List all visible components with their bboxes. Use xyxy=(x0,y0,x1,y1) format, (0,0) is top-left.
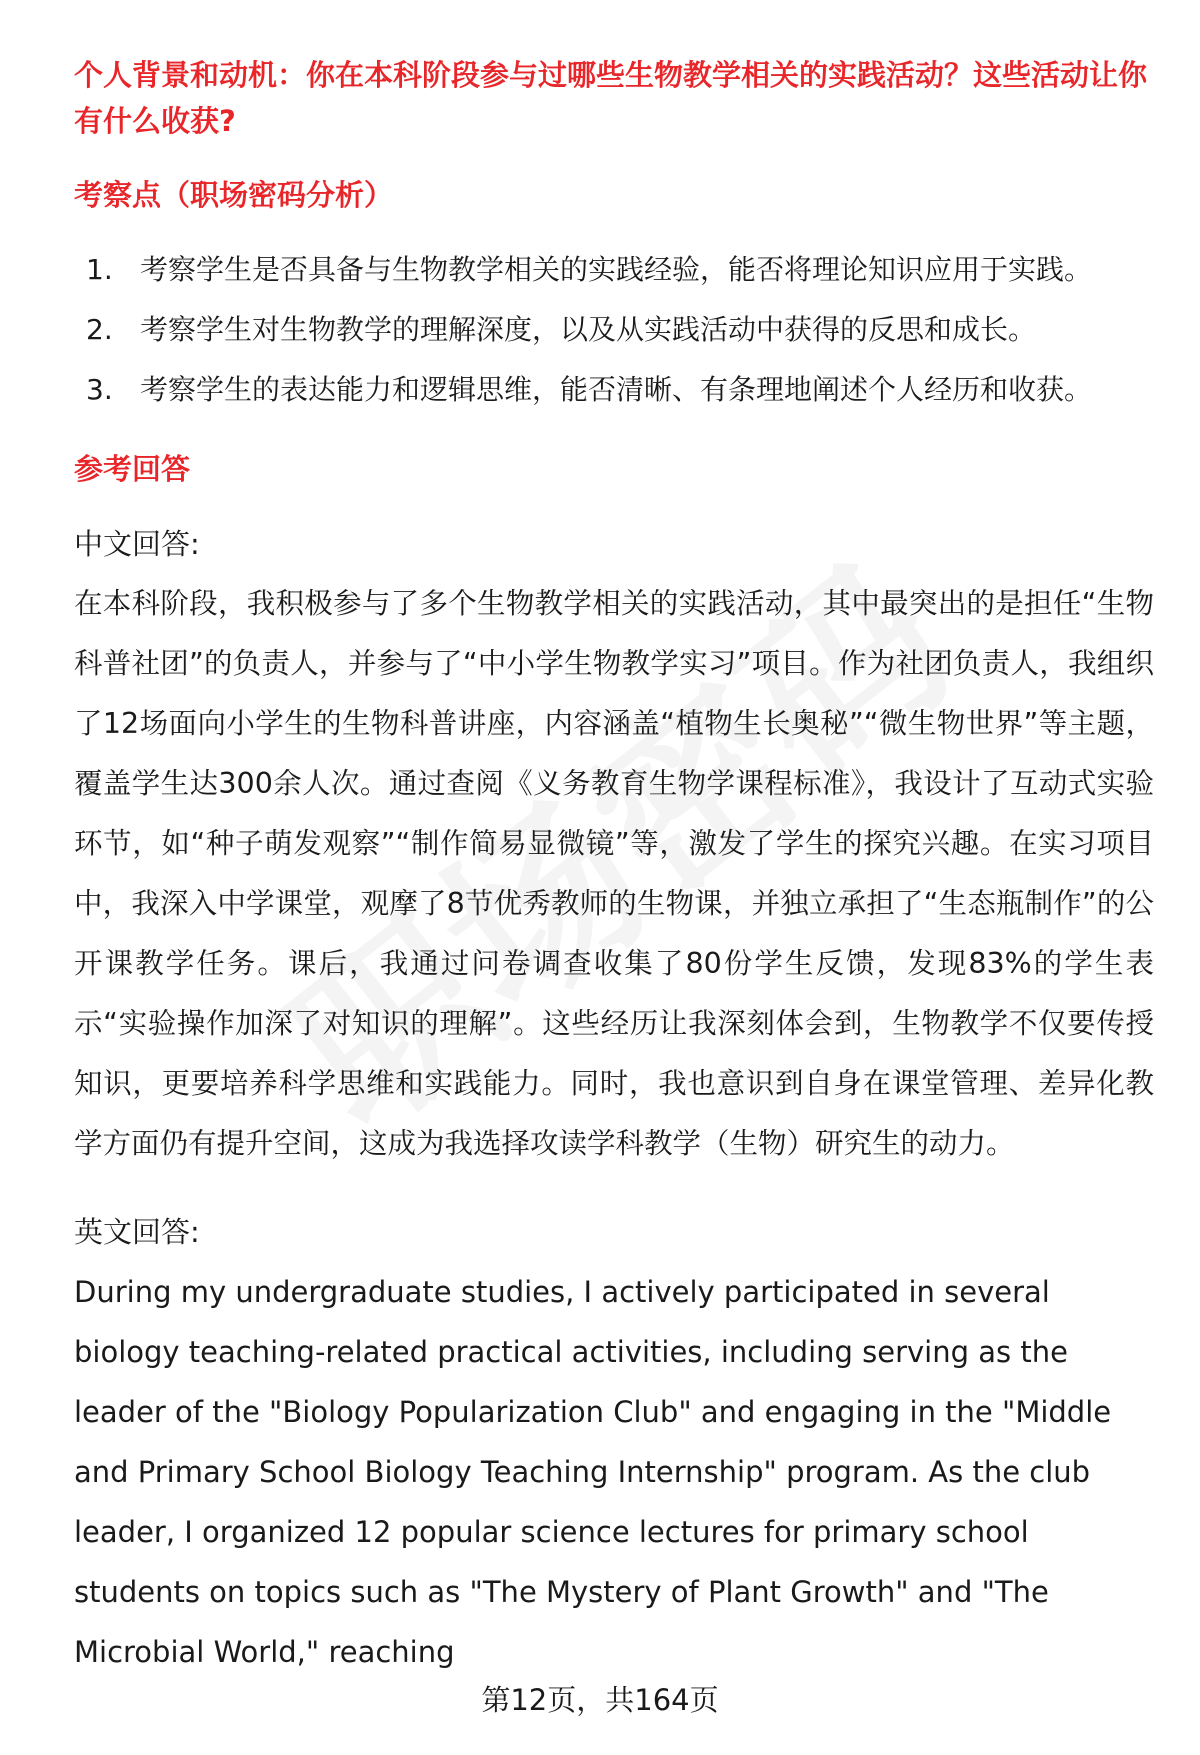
english-answer-label: 英文回答: xyxy=(74,1215,200,1249)
list-item-number: 2. xyxy=(86,313,113,346)
list-item-number: 3. xyxy=(86,373,113,406)
list-item xyxy=(74,240,1154,300)
page-number: 第12页，共164页 xyxy=(481,1683,719,1717)
list-item-number: 1. xyxy=(86,253,113,286)
document-page xyxy=(74,52,1154,1682)
list-item-text: 考察学生的表达能力和逻辑思维，能否清晰、有条理地阐述个人经历和收获。 xyxy=(140,373,1093,406)
list-item-text: 考察学生是否具备与生物教学相关的实践经验，能否将理论知识应用于实践。 xyxy=(140,253,1093,286)
chinese-answer-text: 在本科阶段，我积极参与了多个生物教学相关的实践活动，其中最突出的是担任“生物科普社团”的负责人，并参与了“中小学生物教学实习”项目。作为社团负责人，我组织了12场面向小学生的生物科普讲座，内容涵盖“植物生长奥秘”“微生物世界”等主题，覆盖学生达300余人次。通过查阅《义务教育生物学课程标准》，我设计了互动式实验环节，如“种子萌发观察”“制作简易显微镜”等，激发了学生的探究兴趣。在实习项目中，我深入中学课堂，观摩了8节优秀教师的生物课，并独立承担了“生态瓶制作”的公开课教学任务。课后，我通过问卷调查收集了80份学生反馈，发现83%的学生表示“实验操作加深了对知识的理解”。这些经历让我深刻体会到，生物教学不仅要传授知识，更要培养科学思维和实践能力。同时，我也意识到自身在课堂管理、差异化教学方面仍有提升空间，这成为我选择攻读学科教学（生物）研究生的动力。 xyxy=(74,587,1154,1160)
question-title: 个人背景和动机：你在本科阶段参与过哪些生物教学相关的实践活动？这些活动让你有什么收获? xyxy=(74,58,1148,138)
list-item xyxy=(74,360,1154,420)
list-item-text: 考察学生对生物教学的理解深度，以及从实践活动中获得的反思和成长。 xyxy=(140,313,1037,346)
chinese-answer-label: 中文回答: xyxy=(74,527,200,561)
assessment-points-list xyxy=(74,240,1154,420)
assessment-heading: 考察点（职场密码分析） xyxy=(74,178,394,212)
english-answer-text: During my undergraduate studies, I actively participated in several biology teaching-related practical activities, including serving as the leader of the "Biology Popularization Club" and engaging in the "Middle and Primary School Biology Teaching Internship" program. As the club leader, I organized 12 popular science lectures for primary school students on topics such as "The Mystery of Plant Growth" and "The Microbial World," reaching xyxy=(74,1275,1112,1669)
list-item xyxy=(74,300,1154,360)
reference-heading: 参考回答 xyxy=(74,452,191,486)
